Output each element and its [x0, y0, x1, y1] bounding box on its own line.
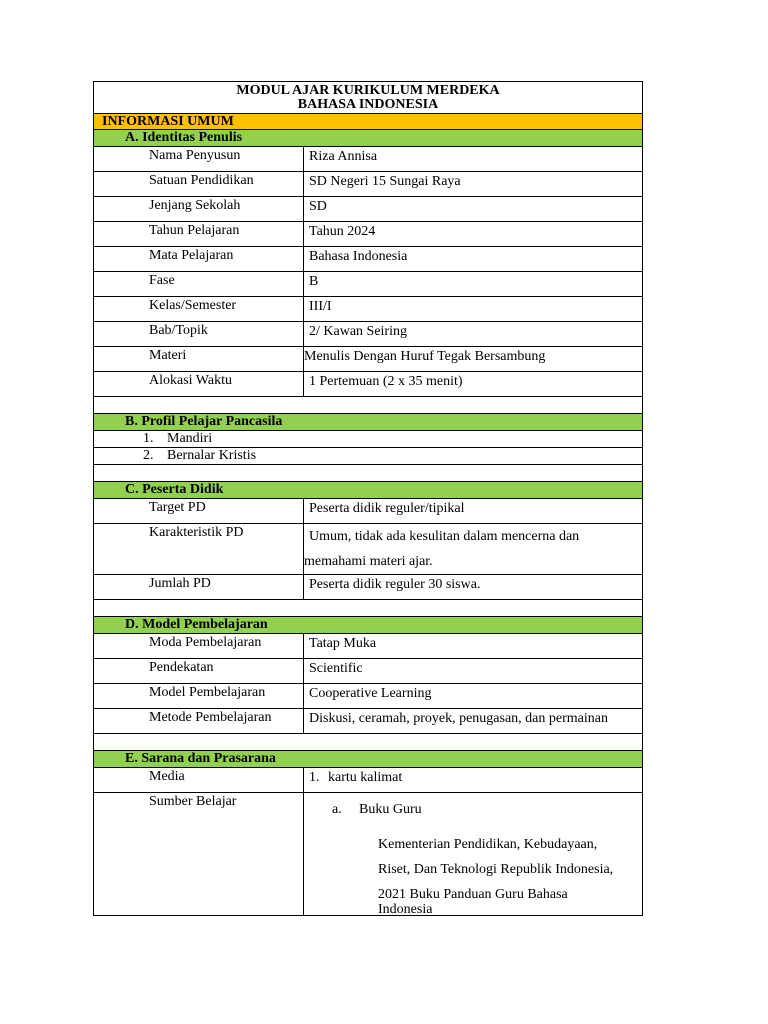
field-value: 2/ Kawan Seiring [309, 324, 407, 339]
sub-list-item [309, 802, 642, 817]
field-value: 1 Pertemuan (2 x 35 menit) [309, 374, 463, 389]
lesson-module-table [93, 81, 643, 916]
model-row [94, 633, 642, 658]
field-label: Satuan Pendidikan [94, 172, 304, 196]
sarana-row-media [94, 767, 642, 792]
field-value-line: memahami materi ajar. [304, 554, 433, 569]
sarana-row-sumber [94, 792, 642, 915]
title-line-1: MODUL AJAR KURIKULUM MERDEKA [236, 83, 500, 98]
heading-profil-pelajar: B. Profil Pelajar Pancasila [94, 413, 642, 430]
identitas-row [94, 346, 642, 371]
field-value: Menulis Dengan Huruf Tegak Bersambung [304, 349, 546, 364]
field-value: SD [309, 199, 327, 214]
field-label: Media [94, 768, 304, 792]
reference-text [309, 832, 642, 917]
identitas-row [94, 321, 642, 346]
reference-line: Indonesia [378, 902, 433, 917]
field-label: Moda Pembelajaran [94, 634, 304, 658]
field-label: Karakteristik PD [94, 524, 304, 574]
field-value: Peserta didik reguler/tipikal [309, 501, 465, 516]
field-label: Mata Pelajaran [94, 247, 304, 271]
spacer-row [94, 464, 642, 481]
list-text: kartu kalimat [328, 770, 403, 785]
identitas-row [94, 221, 642, 246]
identitas-row [94, 371, 642, 396]
field-value: Riza Annisa [309, 149, 378, 164]
heading-model-pembelajaran: D. Model Pembelajaran [94, 616, 642, 633]
field-label: Jumlah PD [94, 575, 304, 599]
document-title [94, 82, 642, 113]
section-informasi-umum: INFORMASI UMUM [94, 113, 642, 129]
model-row [94, 658, 642, 683]
field-value [304, 793, 642, 915]
peserta-row [94, 574, 642, 599]
identitas-row [94, 146, 642, 171]
field-value: Diskusi, ceramah, proyek, penugasan, dan permainan [309, 711, 608, 726]
spacer-row [94, 599, 642, 616]
reference-line: Kementerian Pendidikan, Kebudayaan, [378, 837, 598, 852]
list-number: 1. [143, 431, 154, 446]
identitas-row [94, 171, 642, 196]
model-row [94, 683, 642, 708]
list-number: 2. [143, 448, 154, 463]
identitas-row [94, 246, 642, 271]
field-label: Jenjang Sekolah [94, 197, 304, 221]
field-label: Target PD [94, 499, 304, 523]
model-row [94, 708, 642, 733]
title-line-2: BAHASA INDONESIA [297, 97, 439, 112]
identitas-row [94, 271, 642, 296]
list-text: Mandiri [167, 431, 213, 446]
field-value: Peserta didik reguler 30 siswa. [309, 577, 481, 592]
field-label: Alokasi Waktu [94, 372, 304, 396]
peserta-row [94, 523, 642, 574]
field-label: Pendekatan [94, 659, 304, 683]
field-label: Materi [94, 347, 304, 371]
field-value [304, 524, 642, 574]
list-text: Buku Guru [359, 802, 422, 817]
heading-identitas-penulis: A. Identitas Penulis [94, 129, 642, 146]
list-text: Bernalar Kristis [167, 448, 257, 463]
field-value: III/I [309, 299, 332, 314]
field-value: Scientific [309, 661, 363, 676]
field-value: B [309, 274, 319, 289]
field-value [304, 768, 642, 792]
field-value: Cooperative Learning [309, 686, 432, 701]
spacer-row [94, 733, 642, 750]
field-label: Metode Pembelajaran [94, 709, 304, 733]
heading-peserta-didik: C. Peserta Didik [94, 481, 642, 498]
list-number: a. [332, 802, 342, 817]
field-label: Fase [94, 272, 304, 296]
field-label: Sumber Belajar [94, 793, 304, 915]
field-value: Tahun 2024 [309, 224, 376, 239]
field-value: Bahasa Indonesia [309, 249, 408, 264]
field-label: Tahun Pelajaran [94, 222, 304, 246]
field-value: Tatap Muka [309, 636, 377, 651]
reference-line: 2021 Buku Panduan Guru Bahasa [378, 887, 568, 902]
field-label: Kelas/Semester [94, 297, 304, 321]
field-value: SD Negeri 15 Sungai Raya [309, 174, 461, 189]
field-label: Model Pembelajaran [94, 684, 304, 708]
identitas-row [94, 196, 642, 221]
identitas-row [94, 296, 642, 321]
reference-line: Riset, Dan Teknologi Republik Indonesia, [378, 862, 614, 877]
field-label: Nama Penyusun [94, 147, 304, 171]
field-value-line: Umum, tidak ada kesulitan dalam mencerna dan [309, 529, 580, 544]
field-label: Bab/Topik [94, 322, 304, 346]
heading-sarana-prasarana: E. Sarana dan Prasarana [94, 750, 642, 767]
list-number: 1. [309, 770, 320, 785]
list-item [94, 430, 642, 447]
spacer-row [94, 396, 642, 413]
peserta-row [94, 498, 642, 523]
list-item [94, 447, 642, 464]
